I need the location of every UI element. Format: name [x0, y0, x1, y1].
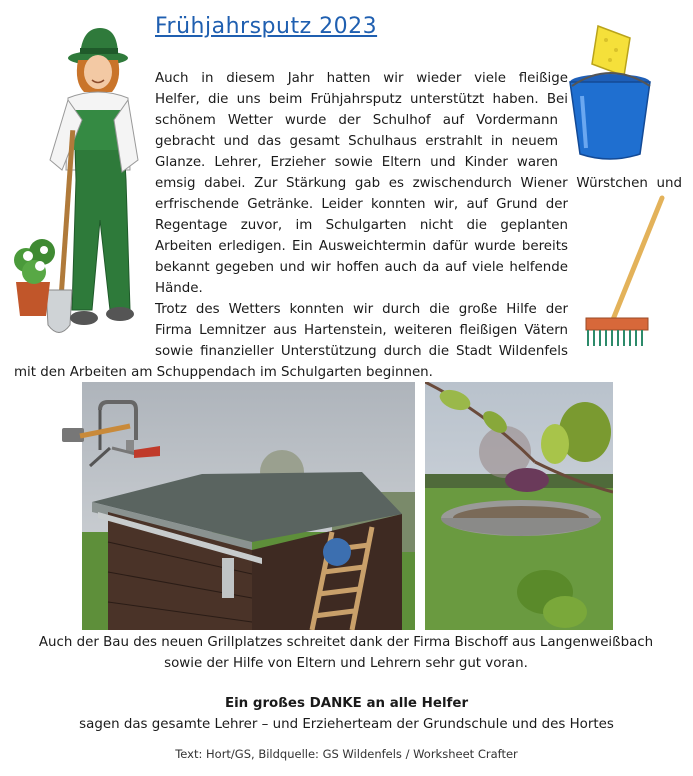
text-line: mit den Arbeiten am Schuppendach im Schulgarten beginnen. — [14, 365, 433, 380]
text-line: Trotz des Wetters konnten wir durch die große Hilfe der — [155, 302, 568, 317]
tools-icon — [60, 400, 168, 478]
text-line: sowie finanzieller Unterstützung durch die Stadt Wildenfels — [155, 344, 568, 359]
text-line: Firma Lemnitzer aus Hartenstein, weiteren fleißigen Vätern — [155, 323, 568, 338]
image-credit: Text: Hort/GS, Bildquelle: GS Wildenfels / Worksheet Crafter — [175, 747, 518, 761]
broom-icon — [578, 194, 668, 352]
text-line: schönem Wetter wurde der Schulhof auf Vordermann — [155, 113, 558, 128]
caption-line: Auch der Bau des neuen Grillplatzes schreitet dank der Firma Bischoff aus Langenweißbach — [38, 635, 654, 650]
page-title: Frühjahrsputz 2023 — [155, 14, 378, 39]
text-line: erfrischende Getränke. Leider konnten wir, auf Grund der — [155, 197, 568, 212]
text-line: emsig dabei. Zur Stärkung gab es zwischendurch Wiener Würstchen und — [155, 176, 682, 191]
bucket-sponge-icon — [566, 20, 660, 165]
gardener-illustration — [10, 20, 148, 340]
text-line: Regentage zuvor, im Schulgarten nicht die geplanten — [155, 218, 568, 233]
text-line: Helfer, die uns beim Frühjahrsputz unterstützt haben. Bei — [155, 92, 568, 107]
text-line: Glanze. Lehrer, Erzieher sowie Eltern und Kinder waren — [155, 155, 558, 170]
fire-pit-photo — [425, 382, 613, 630]
text-line: Arbeiten erledigen. Ein Ausweichtermin dafür wurde bereits — [155, 239, 568, 254]
photo-caption — [20, 632, 672, 674]
text-line: Auch in diesem Jahr hatten wir wieder viele fleißige — [155, 71, 568, 86]
text-line: Hände. — [155, 281, 203, 296]
thanks-heading: Ein großes DANKE an alle Helfer — [224, 696, 469, 711]
text-line: gebracht und das gesamt Schulhaus erstrahlt in neuem — [155, 134, 558, 149]
text-line: bekannt gegeben und wir hoffen auch da auf viele helfende — [155, 260, 568, 275]
thanks-subtext: sagen das gesamte Lehrer – und Erzieherteam der Grundschule und des Hortes — [79, 717, 614, 732]
caption-line: sowie der Hilfe von Eltern und Lehrern sehr gut voran. — [164, 656, 528, 671]
